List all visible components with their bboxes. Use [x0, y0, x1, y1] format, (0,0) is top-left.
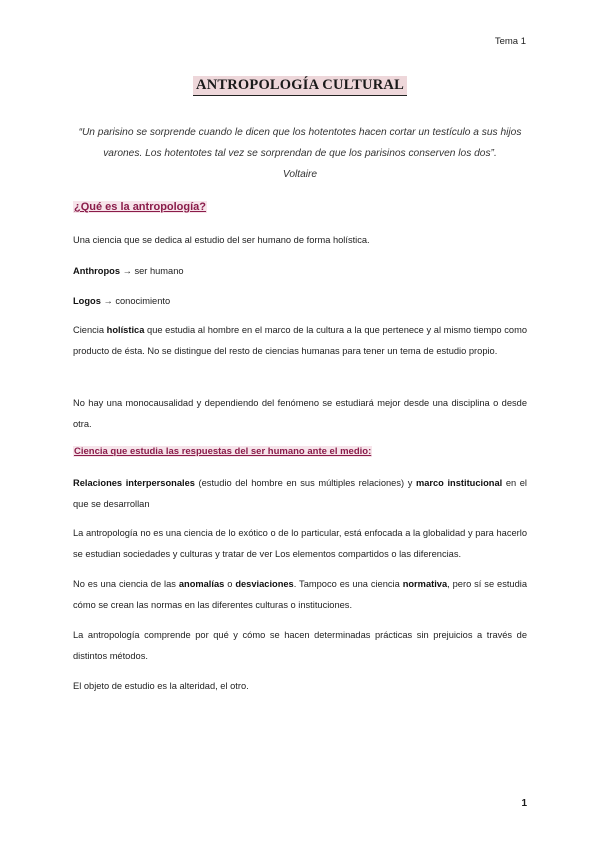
paragraph-alterity: El objeto de estudio es la alteridad, el otro. [73, 681, 249, 691]
running-header: Tema 1 [494, 36, 526, 47]
quote-text: “Un parisino se sorprende cuando le dicen que los hotentotes hacen cortar un testículo a sus hijos varones. Los hotentotes tal vez se sorprendan de que los parisinos conserven los dos”. [78, 127, 522, 159]
bold-normativa: normativa [402, 579, 448, 589]
text-run: , pero sí se estudia cómo se crean las normas en las diferentes culturas o instituciones. [73, 579, 527, 610]
bold-relaciones: Relaciones interpersonales [73, 478, 195, 488]
text-run: No es una ciencia de las [73, 579, 179, 589]
bold-marco: marco institucional [415, 478, 503, 488]
bold-holistica: holística [106, 325, 145, 335]
paragraph-relations [73, 473, 527, 515]
quote-author: Voltaire [282, 169, 318, 180]
title-container [0, 76, 600, 96]
bold-desviaciones: desviaciones [235, 579, 294, 589]
section-heading-responses: Ciencia que estudia las respuestas del ser humano ante el medio: [74, 446, 372, 457]
term-logos-word: Logos [73, 296, 101, 306]
paragraph-globality: La antropología no es una ciencia de lo exótico o de lo particular, está enfocada a la globalidad y para hacerlo se estudian sociedades y culturas y tratar de ver Los elementos compartidos o las diferencias. [73, 528, 527, 559]
text-run: (estudio del hombre en sus múltiples relaciones) y [194, 478, 416, 488]
paragraph-definition: Una ciencia que se dedica al estudio del ser humano de forma holística. [73, 235, 370, 245]
text-run: o [224, 579, 236, 589]
term-anthropos [73, 261, 527, 282]
arrow-icon: → [100, 296, 116, 306]
text-run: que estudia al hombre en el marco de la cultura a la que pertenece y al mismo tiempo como producto de ésta. No se distingue del resto de ciencias humanas para tener un tema de estudio propio. [73, 325, 527, 356]
term-anthropos-word: Anthropos [73, 266, 120, 276]
text-run: Ciencia [73, 325, 107, 335]
term-logos [73, 291, 527, 312]
paragraph-monocausality: No hay una monocausalidad y dependiendo del fenómeno se estudiará mejor desde una disciplina o desde otra. [73, 398, 527, 429]
paragraph-anomalies [73, 574, 527, 616]
bold-anomalias: anomalías [178, 579, 225, 589]
paragraph-holistic [73, 320, 527, 362]
text-run: en el que se desarrollan [73, 478, 527, 509]
epigraph-quote [62, 122, 538, 185]
text-run: . Tampoco es una ciencia [293, 579, 403, 589]
document-title: ANTROPOLOGÍA CULTURAL [193, 76, 407, 96]
term-anthropos-meaning: ser humano [134, 266, 184, 276]
arrow-icon: → [120, 266, 135, 276]
page-number: 1 [521, 798, 527, 809]
paragraph-methods: La antropología comprende por qué y cómo se hacen determinadas prácticas sin prejuicios a través de distintos métodos. [73, 630, 527, 661]
term-logos-meaning: conocimiento [115, 296, 171, 306]
section-heading-what-is: ¿Qué es la antropología? [74, 201, 207, 213]
